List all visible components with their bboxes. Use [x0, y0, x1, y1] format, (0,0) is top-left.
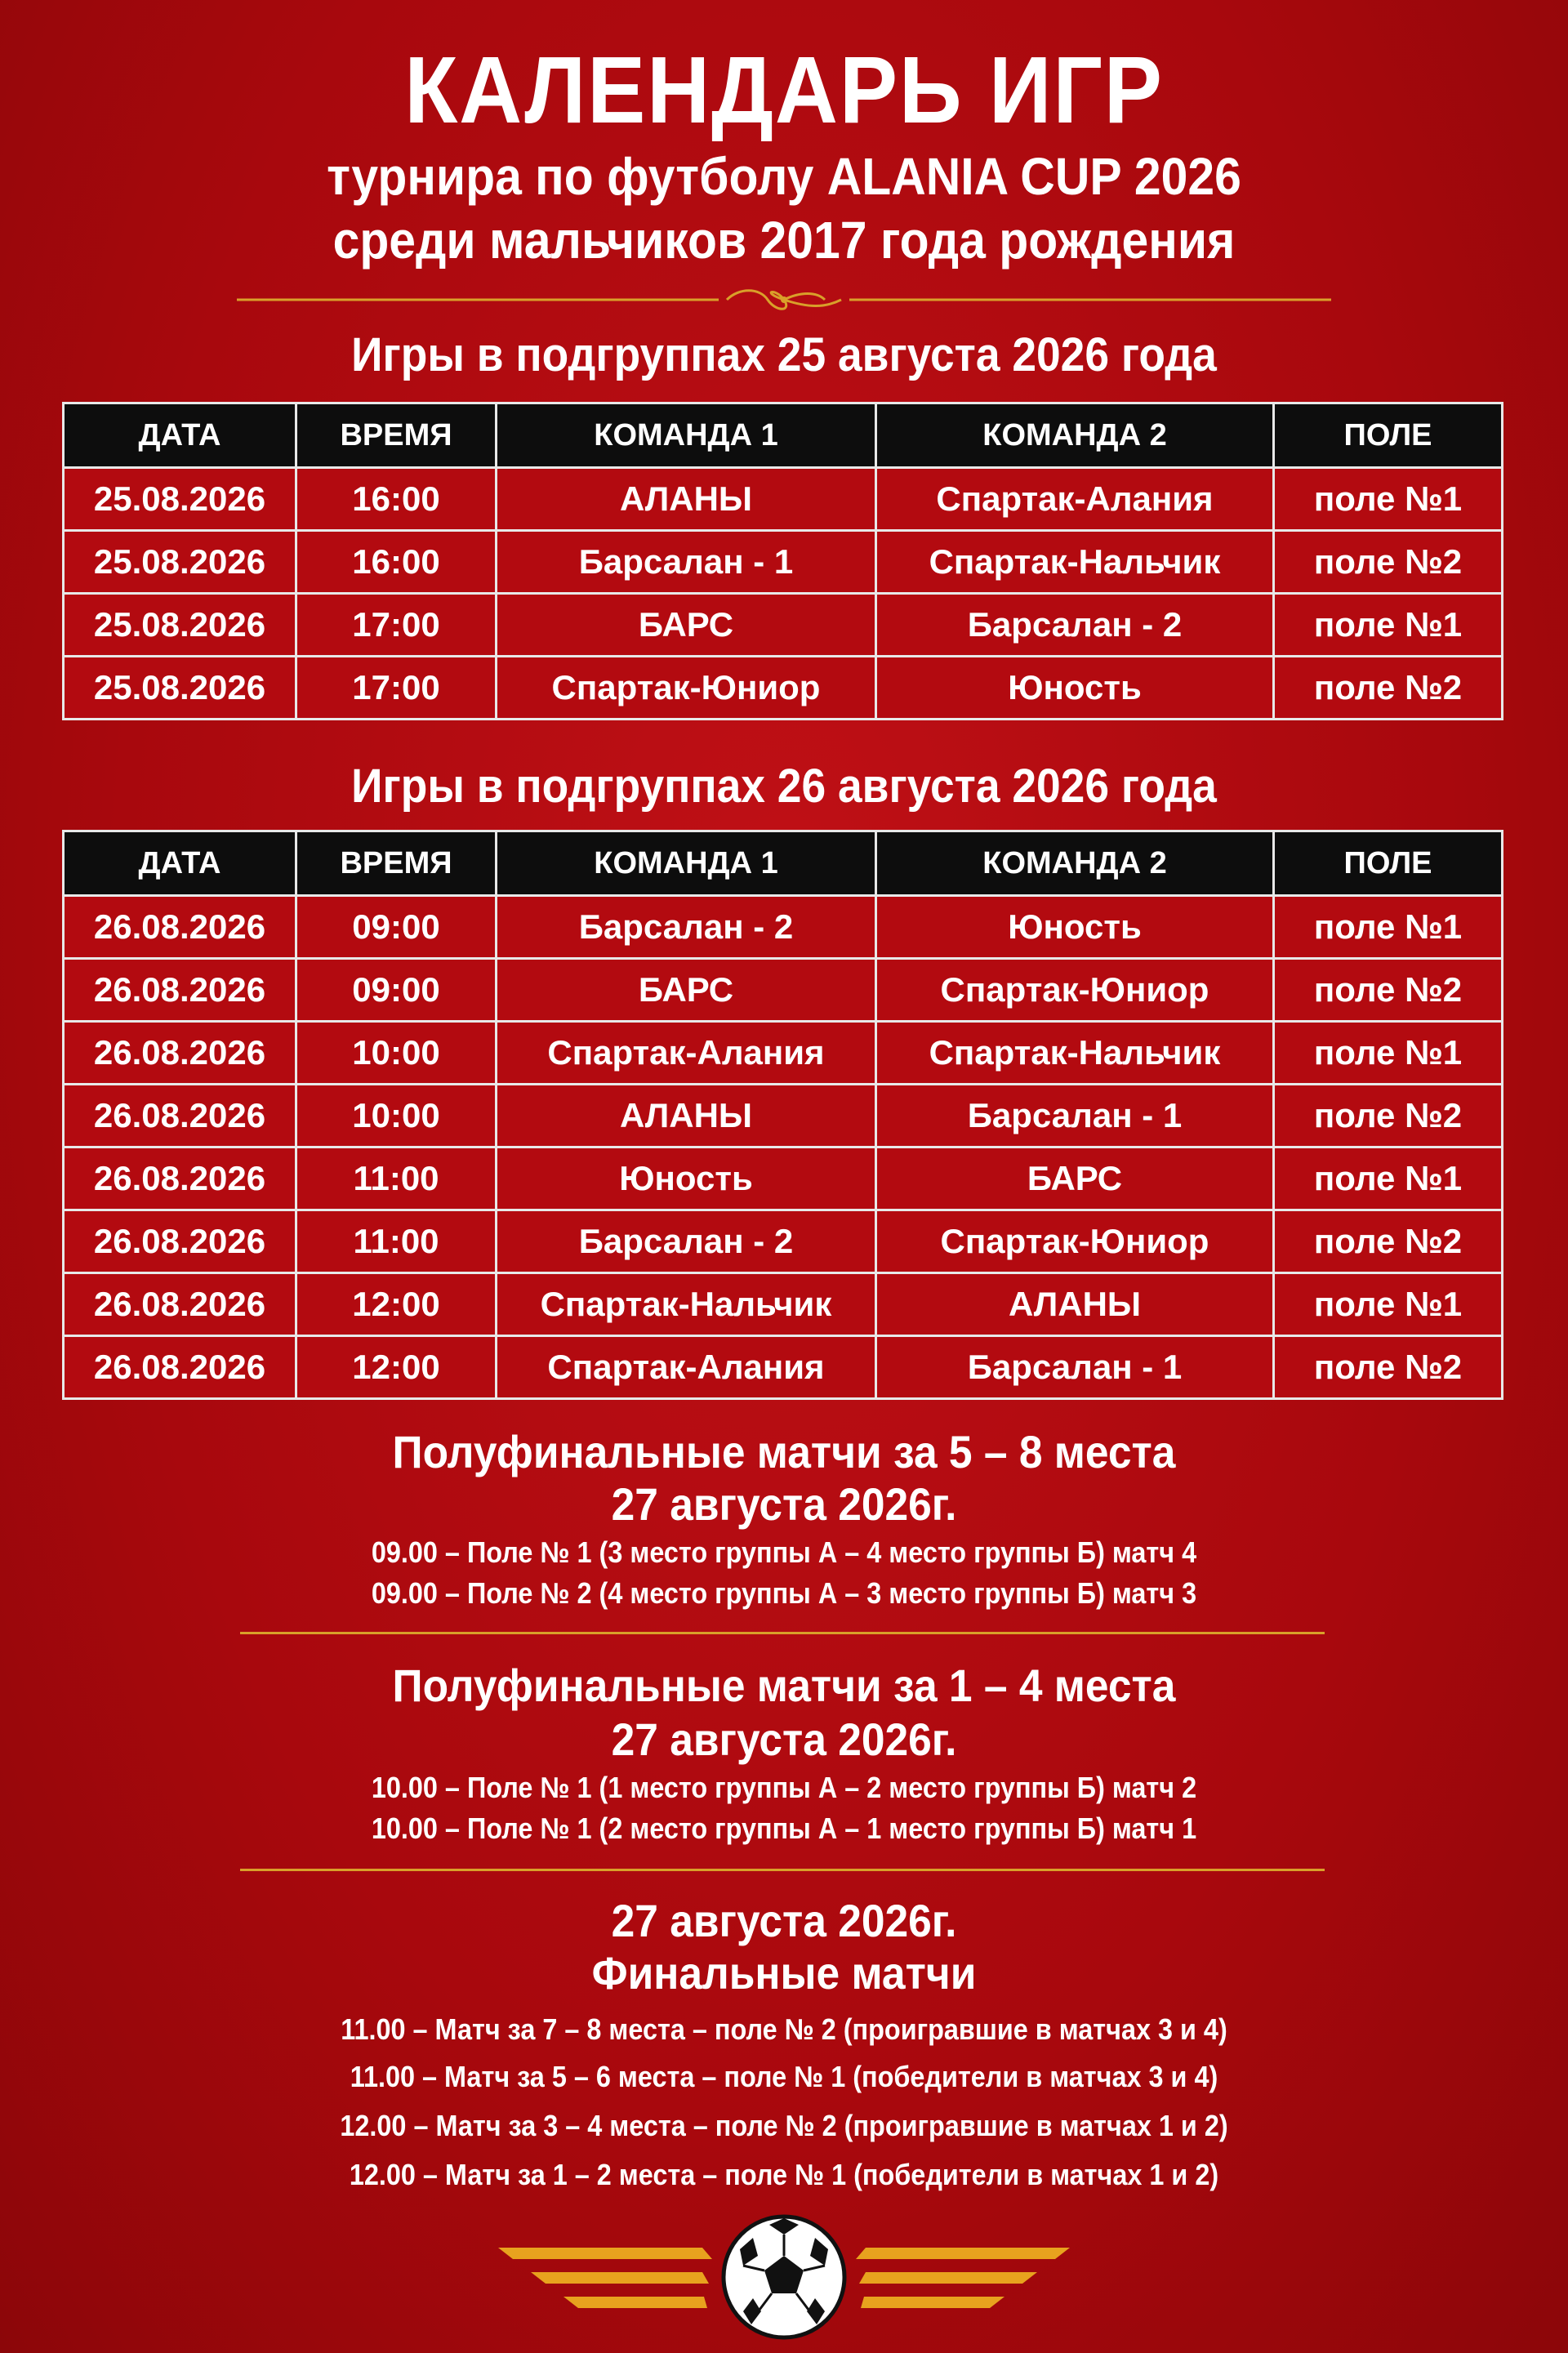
- field-cell: поле №2: [1274, 1336, 1503, 1399]
- match-time-cell: 10:00: [296, 1085, 497, 1148]
- table-row: [64, 468, 1503, 531]
- finals-line: 11.00 – Матч за 5 – 6 места – поле № 1 (победители в матчах 3 и 4): [350, 2060, 1218, 2093]
- table-row: [64, 1148, 1503, 1210]
- column-header: КОМАНДА 1: [497, 403, 876, 468]
- field-cell: поле №2: [1274, 657, 1503, 720]
- table-row: [64, 594, 1503, 657]
- field-cell: поле №1: [1274, 1148, 1503, 1210]
- semi-5-8-title: Полуфинальные матчи за 5 – 8 места: [392, 1426, 1176, 1477]
- day2-schedule-table: [62, 830, 1503, 1400]
- table-row: [64, 959, 1503, 1022]
- finals-line: 12.00 – Матч за 1 – 2 места – поле № 1 (победители в матчах 1 и 2): [349, 2158, 1219, 2191]
- finals-line: 12.00 – Матч за 3 – 4 места – поле № 2 (проигравшие в матчах 1 и 2): [340, 2109, 1228, 2142]
- field-cell: поле №2: [1274, 1085, 1503, 1148]
- team-2-cell: Барсалан - 1: [876, 1336, 1274, 1399]
- field-cell: поле №1: [1274, 1273, 1503, 1336]
- finals-line: 11.00 – Матч за 7 – 8 места – поле № 2 (проигравшие в матчах 3 и 4): [341, 2012, 1227, 2046]
- field-cell: поле №1: [1274, 468, 1503, 531]
- field-cell: поле №2: [1274, 1210, 1503, 1273]
- subtitle-line-2: среди мальчиков 2017 года рождения: [332, 211, 1236, 270]
- match-date-cell: 26.08.2026: [64, 1210, 296, 1273]
- team-2-cell: Барсалан - 1: [876, 1085, 1274, 1148]
- field-cell: поле №2: [1274, 531, 1503, 594]
- semi-1-4-date: 27 августа 2026г.: [611, 1714, 957, 1765]
- table-row: [64, 1273, 1503, 1336]
- page-title: КАЛЕНДАРЬ ИГР: [404, 37, 1164, 143]
- match-time-cell: 11:00: [296, 1148, 497, 1210]
- semi-1-4-line: 10.00 – Поле № 1 (1 место группы А – 2 место группы Б) матч 2: [371, 1771, 1197, 1804]
- semi-1-4-line: 10.00 – Поле № 1 (2 место группы А – 1 место группы Б) матч 1: [371, 1812, 1197, 1845]
- field-cell: поле №1: [1274, 896, 1503, 959]
- team-1-cell: Спартак-Нальчик: [497, 1273, 876, 1336]
- semi-5-8-line: 09.00 – Поле № 2 (4 место группы А – 3 место группы Б) матч 3: [371, 1576, 1197, 1610]
- match-date-cell: 26.08.2026: [64, 1085, 296, 1148]
- semi-1-4-title: Полуфинальные матчи за 1 – 4 места: [392, 1660, 1176, 1711]
- team-2-cell: Спартак-Нальчик: [876, 531, 1274, 594]
- match-time-cell: 09:00: [296, 959, 497, 1022]
- match-date-cell: 26.08.2026: [64, 1336, 296, 1399]
- match-date-cell: 26.08.2026: [64, 1148, 296, 1210]
- finals-date: 27 августа 2026г.: [611, 1895, 957, 1946]
- team-2-cell: Спартак-Юниор: [876, 1210, 1274, 1273]
- team-1-cell: АЛАНЫ: [497, 468, 876, 531]
- table-row: [64, 1022, 1503, 1085]
- match-time-cell: 17:00: [296, 594, 497, 657]
- table-row: [64, 1085, 1503, 1148]
- team-1-cell: Юность: [497, 1148, 876, 1210]
- semi-5-8-line: 09.00 – Поле № 1 (3 место группы А – 4 место группы Б) матч 4: [371, 1535, 1197, 1569]
- semi-5-8-date: 27 августа 2026г.: [611, 1478, 957, 1530]
- team-2-cell: БАРС: [876, 1148, 1274, 1210]
- match-time-cell: 09:00: [296, 896, 497, 959]
- match-date-cell: 26.08.2026: [64, 896, 296, 959]
- column-header: КОМАНДА 1: [497, 831, 876, 896]
- column-header: ДАТА: [64, 403, 296, 468]
- column-header: КОМАНДА 2: [876, 403, 1274, 468]
- match-time-cell: 12:00: [296, 1336, 497, 1399]
- table-row: [64, 1336, 1503, 1399]
- match-time-cell: 10:00: [296, 1022, 497, 1085]
- table-header-row: [64, 831, 1503, 896]
- table-row: [64, 531, 1503, 594]
- match-date-cell: 25.08.2026: [64, 531, 296, 594]
- table-row: [64, 657, 1503, 720]
- team-2-cell: Юность: [876, 657, 1274, 720]
- match-time-cell: 16:00: [296, 468, 497, 531]
- match-date-cell: 26.08.2026: [64, 959, 296, 1022]
- table-header-row: [64, 403, 1503, 468]
- table-row: [64, 896, 1503, 959]
- team-1-cell: Спартак-Алания: [497, 1022, 876, 1085]
- section-divider: [240, 1632, 1325, 1634]
- team-1-cell: Барсалан - 2: [497, 1210, 876, 1273]
- wings-icon: [498, 2205, 1070, 2344]
- table-row: [64, 1210, 1503, 1273]
- match-time-cell: 12:00: [296, 1273, 497, 1336]
- match-time-cell: 11:00: [296, 1210, 497, 1273]
- team-2-cell: Юность: [876, 896, 1274, 959]
- match-date-cell: 25.08.2026: [64, 594, 296, 657]
- match-date-cell: 26.08.2026: [64, 1273, 296, 1336]
- match-time-cell: 17:00: [296, 657, 497, 720]
- team-1-cell: БАРС: [497, 959, 876, 1022]
- match-date-cell: 25.08.2026: [64, 468, 296, 531]
- team-1-cell: Барсалан - 2: [497, 896, 876, 959]
- team-2-cell: Барсалан - 2: [876, 594, 1274, 657]
- column-header: ПОЛЕ: [1274, 403, 1503, 468]
- field-cell: поле №1: [1274, 594, 1503, 657]
- field-cell: поле №1: [1274, 1022, 1503, 1085]
- team-2-cell: Спартак-Алания: [876, 468, 1274, 531]
- team-2-cell: АЛАНЫ: [876, 1273, 1274, 1336]
- finals-title: Финальные матчи: [591, 1947, 977, 1999]
- flourish-ornament-icon: [237, 287, 1331, 312]
- column-header: ПОЛЕ: [1274, 831, 1503, 896]
- team-2-cell: Спартак-Нальчик: [876, 1022, 1274, 1085]
- team-1-cell: АЛАНЫ: [497, 1085, 876, 1148]
- column-header: ВРЕМЯ: [296, 831, 497, 896]
- match-time-cell: 16:00: [296, 531, 497, 594]
- column-header: КОМАНДА 2: [876, 831, 1274, 896]
- team-1-cell: БАРС: [497, 594, 876, 657]
- day2-heading: Игры в подгруппах 26 августа 2026 года: [351, 760, 1217, 813]
- team-1-cell: Барсалан - 1: [497, 531, 876, 594]
- section-divider: [240, 1869, 1325, 1871]
- team-2-cell: Спартак-Юниор: [876, 959, 1274, 1022]
- day1-heading: Игры в подгруппах 25 августа 2026 года: [351, 328, 1217, 381]
- day1-schedule-table: [62, 402, 1503, 720]
- team-1-cell: Спартак-Алания: [497, 1336, 876, 1399]
- match-date-cell: 26.08.2026: [64, 1022, 296, 1085]
- match-date-cell: 25.08.2026: [64, 657, 296, 720]
- column-header: ДАТА: [64, 831, 296, 896]
- column-header: ВРЕМЯ: [296, 403, 497, 468]
- soccer-ball-icon: [724, 2217, 844, 2337]
- subtitle-line-1: турнира по футболу ALANIA CUP 2026: [327, 147, 1241, 206]
- team-1-cell: Спартак-Юниор: [497, 657, 876, 720]
- field-cell: поле №2: [1274, 959, 1503, 1022]
